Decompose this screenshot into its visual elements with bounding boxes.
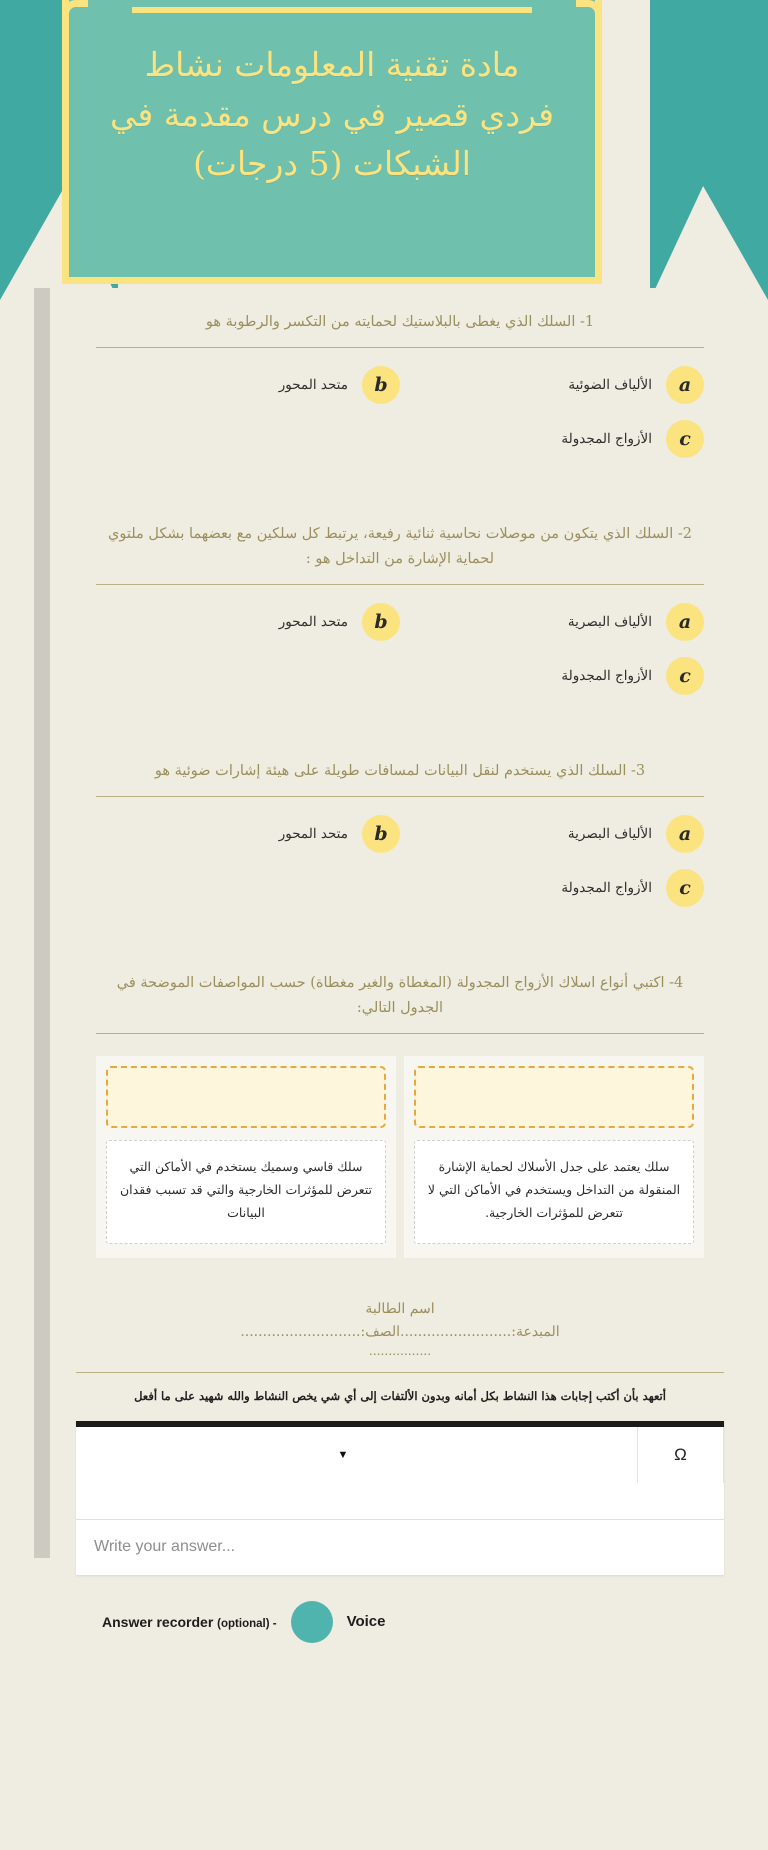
option-2-c[interactable] xyxy=(400,657,704,695)
answer-input-wrapper xyxy=(76,1519,724,1575)
question-1 xyxy=(50,288,750,500)
worksheet-body xyxy=(50,288,750,1663)
option-2-a[interactable] xyxy=(400,603,704,641)
option-label-b: متحد المحور xyxy=(278,613,348,630)
answer-editor xyxy=(76,1421,724,1519)
question-4 xyxy=(50,949,750,1268)
chevron-down-icon: ▼ xyxy=(337,1448,349,1461)
question-2-text: 2- السلك الذي يتكون من موصلات نحاسية ثنائية رفيعة، يرتبط كل سلكين مع بعضهما بشكل ملتوي لحماية الإشارة من التداخل هو : xyxy=(108,525,692,567)
editor-toolbar-gap xyxy=(610,1427,638,1483)
record-button-icon[interactable] xyxy=(291,1601,333,1643)
option-badge-a[interactable]: a xyxy=(666,603,704,641)
header-corner-left xyxy=(62,0,88,26)
option-label-a: الألياف البصرية xyxy=(567,825,652,842)
option-label-b: متحد المحور xyxy=(278,376,348,393)
answer-input[interactable]: Write your answer... xyxy=(76,1519,724,1575)
option-label-a: الألياف الضوئية xyxy=(568,376,652,393)
option-1-b[interactable] xyxy=(96,366,400,404)
option-3-spacer xyxy=(96,869,400,907)
question-1-options xyxy=(70,348,730,500)
option-2-b[interactable] xyxy=(96,603,400,641)
student-name-field-line[interactable]: المبدعة:.........................الصف:........................... xyxy=(240,1324,560,1341)
option-badge-b[interactable]: b xyxy=(362,603,400,641)
description-card-2: سلك يعتمد على جدل الأسلاك لحماية الإشارة المنقولة من التداخل ويستخدم في الأماكن التي لا تتعرض للمؤثرات الخارجية. xyxy=(414,1140,694,1244)
match-column-2 xyxy=(404,1056,704,1258)
option-badge-a[interactable]: a xyxy=(666,366,704,404)
match-column-1 xyxy=(96,1056,396,1258)
student-extra-dots-line: ................ xyxy=(368,1342,432,1359)
option-badge-b[interactable]: b xyxy=(362,815,400,853)
drop-zone-1[interactable] xyxy=(106,1066,386,1128)
editor-toolbar-second-row xyxy=(76,1483,724,1519)
voice-label: Voice xyxy=(346,1613,386,1631)
recorder-label-optional: (optional) - xyxy=(217,1617,277,1630)
option-label-a: الألياف البصرية xyxy=(567,613,652,630)
header xyxy=(62,0,602,284)
drop-zone-2[interactable] xyxy=(414,1066,694,1128)
option-badge-b[interactable]: b xyxy=(362,366,400,404)
option-label-b: متحد المحور xyxy=(278,825,348,842)
recorder-label xyxy=(102,1614,277,1630)
editor-toolbar xyxy=(76,1427,724,1483)
answer-recorder xyxy=(50,1575,750,1643)
option-3-a[interactable] xyxy=(400,815,704,853)
option-badge-c[interactable]: c xyxy=(666,869,704,907)
option-label-c: الأزواج المجدولة xyxy=(561,667,652,684)
option-2-spacer xyxy=(96,657,400,695)
question-4-match-grid xyxy=(70,1034,730,1268)
question-3-text: 3- السلك الذي يستخدم لنقل البيانات لمسافات طويلة على هيئة إشارات ضوئية هو xyxy=(154,762,646,779)
option-3-c[interactable] xyxy=(400,869,704,907)
special-character-button[interactable]: Ω xyxy=(638,1427,724,1483)
option-1-spacer xyxy=(96,420,400,458)
option-3-b[interactable] xyxy=(96,815,400,853)
description-card-1: سلك قاسي وسميك يستخدم في الأماكن التي تتعرض للمؤثرات الخارجية والتي قد تسبب فقدان البيانات xyxy=(106,1140,386,1244)
option-badge-c[interactable]: c xyxy=(666,657,704,695)
page-title: مادة تقنية المعلومات نشاط فردي قصير في درس مقدمة في الشبكات (5 درجات) xyxy=(109,45,555,183)
question-3-options xyxy=(70,797,730,949)
option-label-c: الأزواج المجدولة xyxy=(561,879,652,896)
student-name-label: اسم الطالبة xyxy=(365,1300,435,1317)
recorder-label-main: Answer recorder xyxy=(102,1613,214,1630)
pledge-statement: أتعهد بأن أكتب إجابات هذا النشاط بكل أمانه وبدون الألتفات إلى أي شي يخص النشاط والله شهيد على ما أفعل xyxy=(134,1389,666,1404)
header-corner-right xyxy=(576,0,602,26)
option-badge-c[interactable]: c xyxy=(666,420,704,458)
option-badge-a[interactable]: a xyxy=(666,815,704,853)
question-1-text: 1- السلك الذي يغطى بالبلاستيك لحمايته من التكسر والرطوبة هو xyxy=(205,314,595,330)
header-card xyxy=(62,0,602,284)
question-4-text: 4- اكتبي أنواع اسلاك الأزواج المجدولة (المغطاة والغير مغطاة) حسب المواصفات الموضحة في الجدول التالي: xyxy=(116,974,684,1016)
option-1-c[interactable] xyxy=(400,420,704,458)
student-info xyxy=(50,1268,750,1325)
header-top-rule xyxy=(132,7,532,13)
option-label-c: الأزواج المجدولة xyxy=(561,430,652,447)
question-3 xyxy=(50,737,750,949)
option-1-a[interactable] xyxy=(400,366,704,404)
question-2-options xyxy=(70,585,730,737)
editor-dropdown-button[interactable] xyxy=(76,1427,610,1483)
decorative-chevron-right xyxy=(650,0,768,300)
question-2 xyxy=(50,500,750,737)
